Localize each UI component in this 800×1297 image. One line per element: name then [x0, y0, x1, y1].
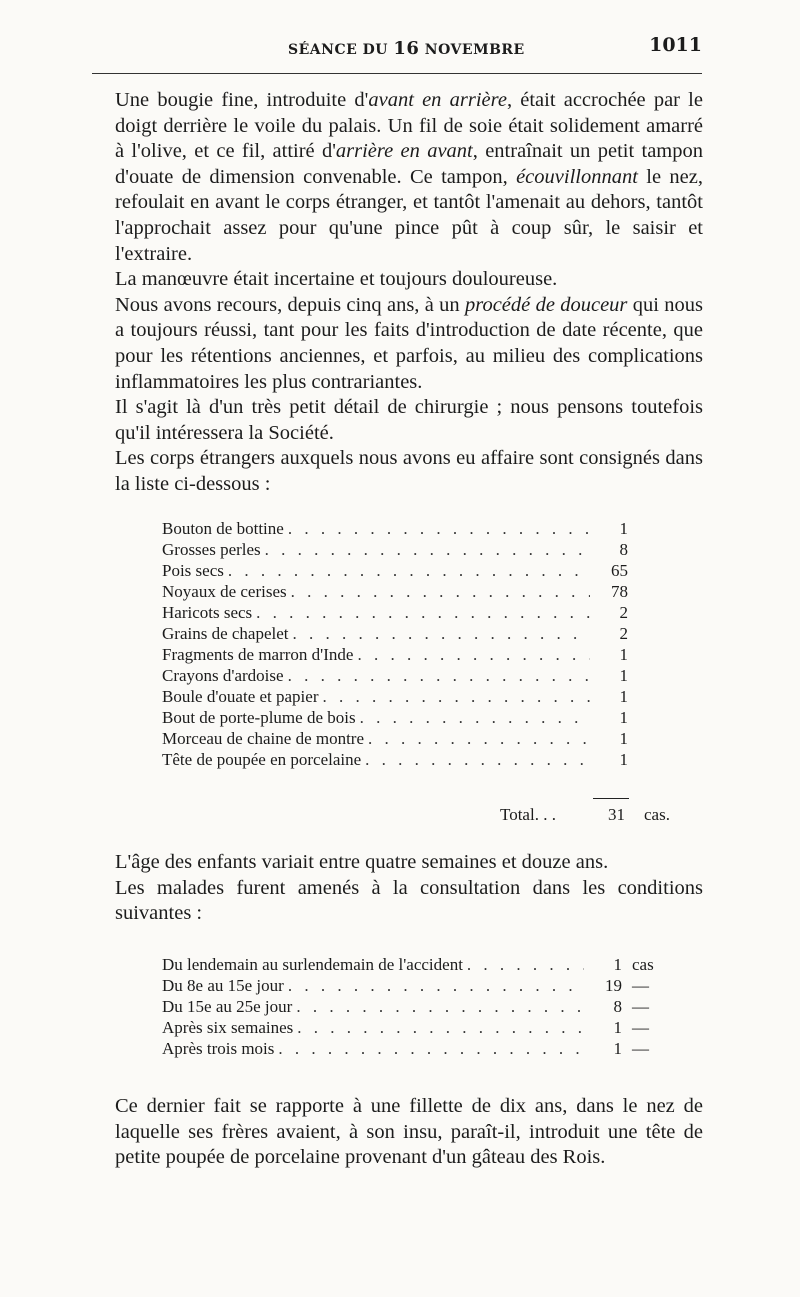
list-item-label: Noyaux de cerises [162, 582, 287, 601]
list-item [162, 602, 628, 623]
list-item-label: Du 15e au 25e jour [162, 997, 293, 1016]
list-item-count: 1 [613, 955, 622, 974]
running-title-prefix: SÉANCE DU [288, 42, 388, 58]
leader-dots [256, 602, 590, 623]
leader-dots [291, 581, 590, 602]
total-unit: cas. [644, 805, 670, 824]
list-item-unit: — [632, 1018, 649, 1037]
list-item-label: Grosses perles [162, 540, 261, 559]
list-item [162, 749, 628, 770]
list-item-count: 1 [619, 645, 628, 664]
list-item [162, 686, 628, 707]
header-rule [92, 73, 702, 74]
page-header [90, 34, 710, 64]
leader-dots [296, 996, 584, 1017]
list-item [162, 707, 628, 728]
leader-dots [278, 1038, 584, 1059]
list-item-count: 8 [613, 997, 622, 1016]
foreign-bodies-list [162, 518, 628, 770]
list-item-label: Bout de porte-plume de bois [162, 708, 356, 727]
list-item-label: Grains de chapelet [162, 624, 289, 643]
list-item-count: 1 [619, 750, 628, 769]
list-item-count: 1 [619, 729, 628, 748]
leader-dots [265, 539, 590, 560]
list-item-count: 8 [619, 540, 628, 559]
running-title-month: NOVEMBRE [424, 42, 525, 58]
leader-dots [368, 728, 590, 749]
text-block-bottom [115, 1094, 703, 1171]
list-item-count: 2 [619, 624, 628, 643]
paragraph: Ce dernier fait se rapporte à une fillette de dix ans, dans le nez de laquelle ses frères avaient, à son insu, paraît-il, introduit une tête de petite poupée de porcelaine provenant d'un gâteau des Rois. [115, 1095, 703, 1169]
leader-dots [357, 644, 590, 665]
list-item-label: Après six semaines [162, 1018, 294, 1037]
list-item-count: 1 [613, 1018, 622, 1037]
leader-dots [322, 686, 590, 707]
list-item-unit: — [632, 976, 649, 995]
leader-dots [297, 1017, 584, 1038]
list-item [162, 560, 628, 581]
delays-list [162, 954, 678, 1059]
list-item [162, 539, 628, 560]
text-block-top [115, 88, 703, 498]
list-item-label: Crayons d'ardoise [162, 666, 284, 685]
list-item [162, 623, 628, 644]
list-item-count: 1 [619, 708, 628, 727]
total-label: Total. . . [500, 805, 556, 824]
list-item-label: Du 8e au 15e jour [162, 976, 284, 995]
list-item [162, 1038, 678, 1059]
paragraph: L'âge des enfants variait entre quatre semaines et douze ans. [115, 851, 609, 873]
list-item [162, 728, 628, 749]
paragraph: Nous avons recours, depuis cinq ans, à un procédé de douceur qui nous a toujours réussi, tant pour les faits d'introduction de date récente, que pour les rétentions anciennes, et parfois, au milieu des complications inflammatoires les plus contrariantes. [115, 293, 703, 393]
list-item-label: Tête de poupée en porcelaine [162, 750, 362, 769]
list-item-count: 1 [613, 1039, 622, 1058]
list-item-unit: — [632, 1039, 649, 1058]
text-block-mid [115, 850, 703, 927]
page-number: 1011 [649, 34, 702, 56]
total-rule [593, 798, 629, 799]
list-item [162, 644, 628, 665]
leader-dots [288, 665, 590, 686]
list-item [162, 518, 628, 539]
list-item [162, 581, 628, 602]
leader-dots [365, 749, 590, 770]
leader-dots [467, 954, 584, 975]
list-item-label: Après trois mois [162, 1039, 275, 1058]
list-item [162, 954, 678, 975]
list-item-count: 78 [611, 582, 628, 601]
list-item [162, 1017, 678, 1038]
paragraph: Les malades furent amenés à la consultation dans les conditions suivantes : [115, 876, 703, 925]
list-item-count: 1 [619, 666, 628, 685]
list-item [162, 975, 678, 996]
running-title [288, 38, 525, 59]
paragraph: La manœuvre était incertaine et toujours douloureuse. [115, 268, 558, 291]
leader-dots [288, 975, 584, 996]
paragraph: Une bougie fine, introduite d'avant en arrière, était accrochée par le doigt derrière le voile du palais. Un fil de soie était solidement amarré à l'olive, et ce fil, attiré d'arrière en avant, entraînait un petit tampon d'ouate de dimension convenable. Ce tampon, écouvillonnant le nez, refoulait en avant le corps étranger, et tantôt l'amenait au dehors, tantôt l'approchait assez pour qu'une pince pût à coup sûr, le saisir et l'extraire. [115, 89, 703, 265]
list-item-label: Morceau de chaine de montre [162, 729, 365, 748]
leader-dots [360, 707, 590, 728]
paragraph: Il s'agit là d'un très petit détail de chirurgie ; nous pensons toutefois qu'il intéressera la Société. [115, 396, 703, 444]
leader-dots [293, 623, 591, 644]
list-item-count: 1 [619, 519, 628, 538]
list-item-label: Bouton de bottine [162, 519, 284, 538]
leader-dots [288, 518, 590, 539]
list-item [162, 996, 678, 1017]
paragraph: Les corps étrangers auxquels nous avons eu affaire sont consignés dans la liste ci-dessous : [115, 447, 703, 495]
running-title-day: 16 [393, 38, 420, 59]
list-item-unit: — [632, 997, 649, 1016]
list-item-count: 2 [619, 603, 628, 622]
list-item-label: Du lendemain au surlendemain de l'accident [162, 955, 463, 974]
list-item-label: Fragments de marron d'Inde [162, 645, 354, 664]
leader-dots [228, 560, 590, 581]
list-item-label: Boule d'ouate et papier [162, 687, 319, 706]
list-item-count: 1 [619, 687, 628, 706]
list-item-label: Pois secs [162, 561, 224, 580]
list-item-label: Haricots secs [162, 603, 253, 622]
list-item-unit: cas [632, 955, 654, 974]
list-item-count: 19 [605, 976, 622, 995]
list-item-count: 65 [611, 561, 628, 580]
list-item [162, 665, 628, 686]
total-value: 31 [608, 805, 625, 824]
